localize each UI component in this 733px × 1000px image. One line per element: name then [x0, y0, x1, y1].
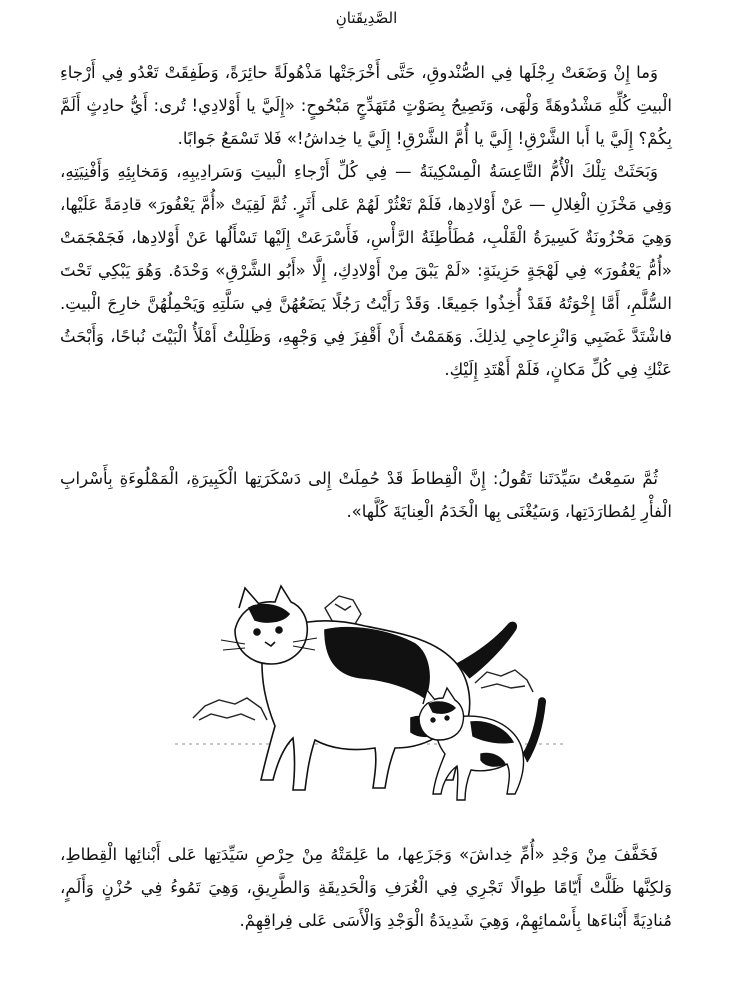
text-block-top [60, 56, 672, 386]
paragraph-1: وَما إِنْ وَضَعَتْ رِجْلَها فِي الصُّنْدوقِ، حَتَّى أَخْرَجَتْها مَذْهُولَةً حائِرَةً، وَطَفِقَتْ تَعْدُو فِي أَرْجاءِ الْبيتِ كُلِّهِ مَشْدُوهَةً وَلْهَى، وَتَصِيحُ بِصَوْتٍ مُتَهَدِّجٍ مَبْحُوحٍ: «إِلَيَّ يا أَوْلادِي! تُرى: أَيُّ حادِثٍ أَلَمَّ بِكُمْ؟ إِلَيَّ يا أَبا الشَّرْقِ! إِلَيَّ يا أُمَّ الشَّرْقِ! إِلَيَّ يا خِداشُ!» فَلا تَسْمَعُ جَوابًا. [60, 63, 672, 148]
paragraph-2: وَبَحَثَتْ تِلْكَ الْأُمُّ التَّاعِسَةُ الْمِسْكِينَةُ — فِي كُلِّ أَرْجاءِ الْبيتِ وَسَرادِيبِهِ، وَمَخابِئِهِ وَأَفْنِيَتِهِ، وَفِي مَخْزَنِ الْغِلالِ — عَنْ أَوْلادِها، فَلَمْ تَعْثُرْ لَهُمْ عَلى أَثَرٍ. ثُمَّ لَقِيَتْ «أُمَّ يَعْفُورَ» قادِمَةً عَلَيْها، وَهِيَ مَحْزُونَةٌ كَسِيرَةُ الْقَلْبِ، مُطَأْطِئَةُ الرَّأْسِ، فَأَسْرَعَتْ إِلَيْها تَسْأَلُها عَنْ أَوْلادِها، فَجَمْجَمَتْ «أُمُّ يَعْفُورَ» فِي لَهْجَةٍ حَزِينَةٍ: «لَمْ يَبْقَ مِنْ أَوْلادِكِ، إِلَّا «أَبُو الشَّرْقِ» وَحْدَهُ. وَهُوَ يَبْكِي تَحْتَ السُّلَّمِ، أَمَّا إِخْوَتُهُ فَقَدْ أُخِذُوا جَمِيعًا. وَقَدْ رَأَيْتُ رَجُلًا يَضَعُهُنَّ فِي سَلَّتِهِ وَيَحْمِلُهُنَّ خارِجَ الْبيتِ. فاشْتَدَّ غَضَبِي وَانْزِعاجِي لِذلِكَ. وَهَمَمْتُ أَنْ أَقْفِزَ فِي وَجْهِهِ، وَظَلِلْتُ أَمْلَأُ الْبَيْتَ نُباحًا، وَأَبْحَثُ عَنْكِ فِي كُلِّ مَكانٍ، فَلَمْ أَهْتَدِ إِلَيْكِ. [60, 162, 672, 379]
paragraph-3: ثُمَّ سَمِعْتُ سَيِّدَتَنا تَقُولُ: إِنَّ الْقِطاطَ قَدْ حُمِلَتْ إِلى دَسْكَرَتِها الْكَبِيرَةِ، الْمَمْلُوءَةِ بِأَسْرابِ الْفأْرِ لِمُطارَدَتِها، وَسَيُغْنَى بِها الْخَدَمُ الْعِنايَةَ كُلَّها». [60, 469, 672, 521]
page-title: الصَّدِيقَتانِ [335, 9, 398, 27]
cat-and-kitten-icon [175, 568, 565, 818]
cat-and-kitten-illustration [175, 568, 565, 818]
text-block-bottom [60, 838, 672, 937]
paragraph-4: فَخَفَّفَ مِنْ وَجْدِ «أُمِّ خِداشَ» وَجَزَعِها، ما عَلِمَتْهُ مِنْ حِرْصِ سَيِّدَتِها عَلى أَبْنائِها الْقِطاطِ، وَلكِنَّها ظَلَّتْ أَيّامًا طِوالًا تَجْرِي فِي الْغُرَفِ وَالْحَدِيقَةِ وَالطَّرِيقِ، وَهِيَ تَمُوءُ فِي حُزْنٍ وَأَلَمٍ، مُنادِيَةً أَبْناءَها بِأَسْمائِهِمْ، وَهِيَ شَدِيدَةُ الْوَجْدِ وَالْأَسَى عَلى فِراقِهِمْ. [60, 845, 672, 930]
text-block-mid [60, 462, 672, 528]
